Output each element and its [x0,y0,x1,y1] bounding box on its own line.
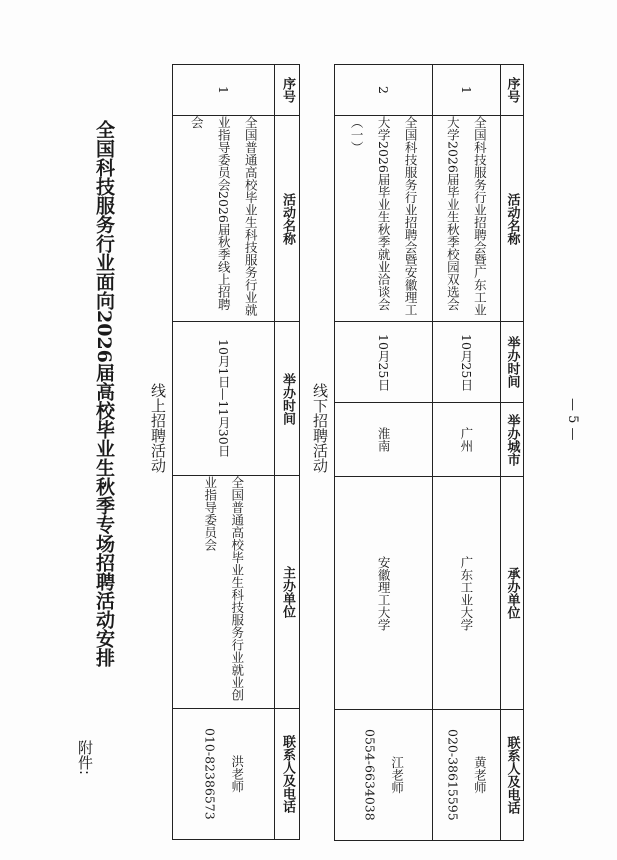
col-header-time: 举办时间 [275,322,300,476]
col-header-contact: 联系人及电话 [500,710,524,841]
col-header-host: 主办单位 [275,476,300,709]
activity-city: 淮南 [335,403,433,477]
contact-cell [335,710,433,841]
col-header-name: 活动名称 [275,116,300,322]
row-no: 1 [173,65,275,116]
offline-recruitment-table [334,64,524,841]
contact-phone: 020-38615595 [445,729,461,821]
col-header-name: 活动名称 [500,116,524,322]
contact-phone: 0554-6634038 [362,729,378,821]
host-unit: 全国普通高校毕业生科技服务行业就业创业指导委员会 [173,476,275,709]
activity-name: 全国普通高校毕业生科技服务行业就业指导委员会2026届秋季线上招聘会 [173,116,275,322]
offline-section-title: 线下招聘活动 [311,383,329,473]
contact-cell [433,710,500,841]
col-header-organizer: 承办单位 [500,477,524,710]
activity-city: 广州 [433,403,500,477]
organizer-unit: 安徽理工大学 [335,477,433,710]
col-header-no: 序号 [275,65,300,116]
contact-cell [173,709,275,840]
col-header-no: 序号 [500,65,524,116]
activity-time: 10月1日—11月30日 [173,322,275,476]
col-header-time: 举办时间 [500,322,524,403]
activity-name: 全国科技服务行业招聘会暨广东工业大学2026届毕业生秋季校园双选会 [433,116,500,322]
contact-name: 洪老师 [229,755,245,793]
page-number: — 5 — [565,398,580,441]
table-row [433,65,500,841]
attachment-label: 附件: [76,740,94,776]
col-header-city: 举办城市 [500,403,524,477]
table-row [335,65,433,841]
contact-name: 黄老师 [472,756,488,794]
organizer-unit: 广东工业大学 [433,477,500,710]
row-no: 2 [335,65,433,116]
row-no: 1 [433,65,500,116]
online-recruitment-table [172,64,300,840]
table-header-row [275,65,300,840]
contact-phone: 010-82386573 [202,728,218,820]
table-header-row [500,65,524,841]
online-section-title: 线上招聘活动 [149,383,167,473]
page-title: 全国科技服务行业面向2026届高校毕业生秋季专场招聘活动安排 [93,120,115,667]
activity-time: 10月25日 [335,322,433,403]
col-header-contact: 联系人及电话 [275,709,300,840]
table-row [173,65,275,840]
activity-name: 全国科技服务行业招聘会暨安徽理工大学2026届毕业生秋季就业洽谈会（一） [335,116,433,322]
activity-time: 10月25日 [433,322,500,403]
contact-name: 江老师 [389,756,405,794]
